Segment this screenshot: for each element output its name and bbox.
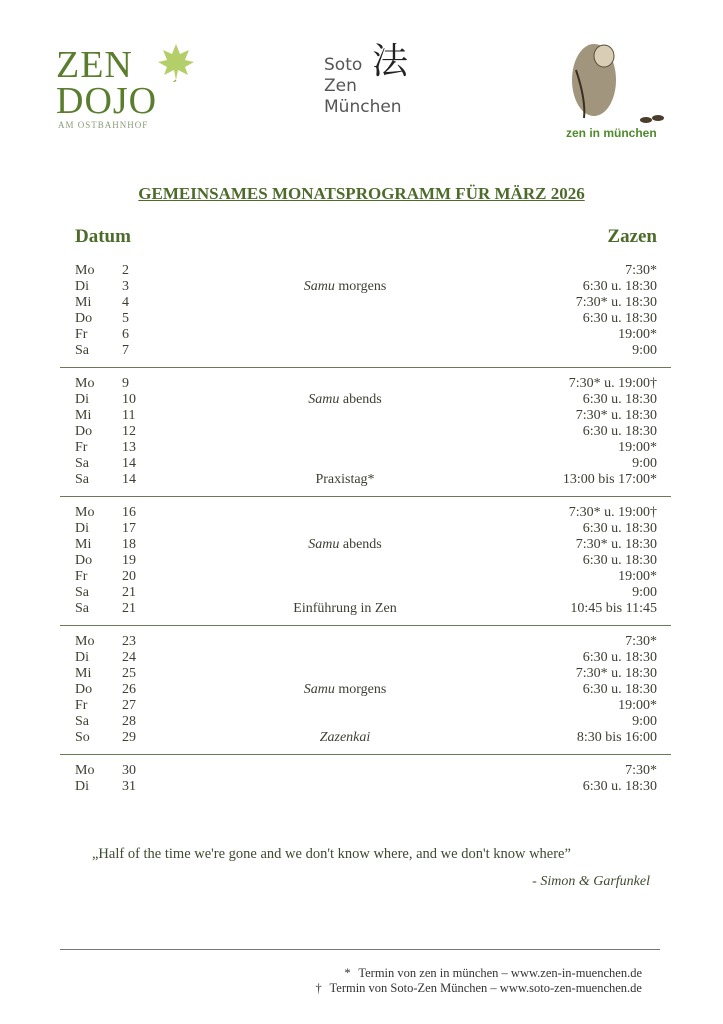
zazen-time: 7:30* bbox=[625, 263, 657, 278]
zazen-time: 19:00* bbox=[618, 569, 657, 584]
event-text: morgens bbox=[334, 279, 387, 294]
monk-drawing-icon bbox=[556, 40, 666, 130]
event-text: morgens bbox=[334, 682, 387, 697]
table-row bbox=[60, 327, 671, 343]
weekday: Fr bbox=[75, 440, 88, 455]
weekday: Fr bbox=[75, 327, 88, 342]
zazen-time: 9:00 bbox=[632, 714, 657, 729]
quote: „Half of the time we're gone and we don't know where, and we don't know where” bbox=[92, 846, 571, 862]
table-row bbox=[60, 408, 671, 424]
table-row bbox=[60, 730, 671, 746]
event-text: Einführung in Zen bbox=[293, 601, 397, 616]
zazen-time: 7:30* u. 19:00† bbox=[568, 376, 657, 391]
logo-text: Soto bbox=[324, 55, 363, 75]
weekday: Do bbox=[75, 424, 93, 439]
event bbox=[245, 472, 445, 488]
day-number: 29 bbox=[122, 730, 136, 745]
table-row bbox=[60, 392, 671, 408]
table-row bbox=[60, 601, 671, 617]
table-row bbox=[60, 714, 671, 730]
schedule-table bbox=[60, 255, 671, 803]
weekday: Mi bbox=[75, 295, 92, 310]
footer-divider bbox=[60, 949, 660, 950]
day-number: 17 bbox=[122, 521, 136, 536]
event-emphasis: Zazenkai bbox=[319, 730, 371, 745]
week-group bbox=[60, 626, 671, 755]
day-number: 3 bbox=[122, 279, 129, 294]
day-number: 14 bbox=[122, 472, 136, 487]
table-row bbox=[60, 343, 671, 359]
table-row bbox=[60, 521, 671, 537]
table-row bbox=[60, 440, 671, 456]
zazen-time: 9:00 bbox=[632, 456, 657, 471]
day-number: 20 bbox=[122, 569, 136, 584]
table-row bbox=[60, 472, 671, 488]
day-number: 14 bbox=[122, 456, 136, 471]
table-row bbox=[60, 537, 671, 553]
week-group bbox=[60, 368, 671, 497]
table-row bbox=[60, 456, 671, 472]
event-emphasis: Samu bbox=[308, 537, 340, 552]
weekday: Di bbox=[75, 779, 89, 794]
zazen-time: 6:30 u. 18:30 bbox=[582, 779, 657, 794]
footnote-mark: * bbox=[344, 966, 351, 980]
weekday: Mi bbox=[75, 666, 92, 681]
weekday: Di bbox=[75, 279, 89, 294]
zazen-time: 9:00 bbox=[632, 343, 657, 358]
event-text: abends bbox=[339, 392, 382, 407]
zazen-time: 6:30 u. 18:30 bbox=[582, 424, 657, 439]
weekday: Mo bbox=[75, 634, 95, 649]
event bbox=[245, 601, 445, 617]
zazen-time: 6:30 u. 18:30 bbox=[582, 521, 657, 536]
kanji-logo: 法 bbox=[372, 41, 409, 82]
event-text: abends bbox=[339, 537, 382, 552]
zazen-time: 7:30* bbox=[625, 634, 657, 649]
table-row bbox=[60, 505, 671, 521]
table-row bbox=[60, 295, 671, 311]
table-row bbox=[60, 779, 671, 795]
table-row bbox=[60, 311, 671, 327]
weekday: Do bbox=[75, 682, 93, 697]
day-number: 5 bbox=[122, 311, 129, 326]
zazen-time: 7:30* u. 18:30 bbox=[575, 408, 657, 423]
zazen-time: 19:00* bbox=[618, 440, 657, 455]
day-number: 11 bbox=[122, 408, 136, 423]
table-row bbox=[60, 279, 671, 295]
zazen-column-header: Zazen bbox=[607, 226, 657, 247]
table-row bbox=[60, 634, 671, 650]
day-number: 24 bbox=[122, 650, 136, 665]
zen-in-muenchen-logo bbox=[556, 40, 676, 140]
weekday: So bbox=[75, 730, 90, 745]
zazen-time: 7:30* u. 18:30 bbox=[575, 666, 657, 681]
day-number: 10 bbox=[122, 392, 136, 407]
zazen-time: 7:30* u. 18:30 bbox=[575, 537, 657, 552]
footnote-mark: † bbox=[315, 981, 322, 995]
logo-text: zen in münchen bbox=[566, 126, 657, 140]
date-column-header: Datum bbox=[75, 226, 131, 247]
day-number: 2 bbox=[122, 263, 129, 278]
event-text: Praxistag* bbox=[315, 472, 375, 487]
day-number: 25 bbox=[122, 666, 136, 681]
zazen-time: 6:30 u. 18:30 bbox=[582, 682, 657, 697]
weekday: Sa bbox=[75, 601, 89, 616]
table-row bbox=[60, 553, 671, 569]
table-row bbox=[60, 650, 671, 666]
zazen-time: 7:30* u. 19:00† bbox=[568, 505, 657, 520]
zazen-time: 8:30 bis 16:00 bbox=[576, 730, 657, 745]
quote-author: - Simon & Garfunkel bbox=[532, 874, 650, 889]
zazen-time: 19:00* bbox=[618, 698, 657, 713]
weekday: Mi bbox=[75, 408, 92, 423]
week-group bbox=[60, 255, 671, 368]
weekday: Mo bbox=[75, 505, 95, 520]
weekday: Do bbox=[75, 311, 93, 326]
logo-text: DOJO bbox=[56, 80, 158, 122]
footnote bbox=[311, 981, 642, 996]
table-row bbox=[60, 666, 671, 682]
footnote-text: Termin von Soto-Zen München – www.soto-zen-muenchen.de bbox=[329, 981, 642, 995]
zazen-time: 7:30* bbox=[625, 763, 657, 778]
logo-text: Zen bbox=[324, 76, 357, 96]
footnote-text: Termin von zen in münchen – www.zen-in-muenchen.de bbox=[358, 966, 642, 980]
table-row bbox=[60, 585, 671, 601]
zazen-time: 9:00 bbox=[632, 585, 657, 600]
zazen-time: 7:30* u. 18:30 bbox=[575, 295, 657, 310]
weekday: Mo bbox=[75, 376, 95, 391]
day-number: 7 bbox=[122, 343, 129, 358]
day-number: 16 bbox=[122, 505, 136, 520]
weekday: Sa bbox=[75, 456, 89, 471]
day-number: 18 bbox=[122, 537, 136, 552]
day-number: 21 bbox=[122, 601, 136, 616]
table-row bbox=[60, 569, 671, 585]
weekday: Sa bbox=[75, 714, 89, 729]
day-number: 19 bbox=[122, 553, 136, 568]
zazen-time: 19:00* bbox=[618, 327, 657, 342]
event-emphasis: Samu bbox=[308, 392, 340, 407]
day-number: 6 bbox=[122, 327, 129, 342]
zen-dojo-logo bbox=[56, 42, 206, 132]
table-row bbox=[60, 263, 671, 279]
soto-zen-logo bbox=[324, 41, 434, 125]
table-row bbox=[60, 682, 671, 698]
weekday: Di bbox=[75, 650, 89, 665]
event-emphasis: Samu bbox=[303, 682, 335, 697]
event bbox=[245, 730, 445, 746]
maple-leaf-icon bbox=[156, 42, 196, 82]
weekday: Mo bbox=[75, 763, 95, 778]
zazen-time: 6:30 u. 18:30 bbox=[582, 392, 657, 407]
day-number: 26 bbox=[122, 682, 136, 697]
day-number: 9 bbox=[122, 376, 129, 391]
page-title: GEMEINSAMES MONATSPROGRAMM FÜR MÄRZ 2026 bbox=[138, 184, 585, 203]
table-row bbox=[60, 763, 671, 779]
day-number: 12 bbox=[122, 424, 136, 439]
weekday: Fr bbox=[75, 698, 88, 713]
day-number: 21 bbox=[122, 585, 136, 600]
event bbox=[245, 682, 445, 698]
event-emphasis: Samu bbox=[303, 279, 335, 294]
zazen-time: 13:00 bis 17:00* bbox=[562, 472, 657, 487]
day-number: 30 bbox=[122, 763, 136, 778]
table-row bbox=[60, 698, 671, 714]
weekday: Mo bbox=[75, 263, 95, 278]
weekday: Mi bbox=[75, 537, 92, 552]
logo-text: München bbox=[324, 97, 402, 117]
logo-text: ZEN bbox=[56, 44, 133, 86]
weekday: Di bbox=[75, 392, 89, 407]
weekday: Fr bbox=[75, 569, 88, 584]
weekday: Do bbox=[75, 553, 93, 568]
day-number: 23 bbox=[122, 634, 136, 649]
zazen-time: 6:30 u. 18:30 bbox=[582, 279, 657, 294]
zazen-time: 6:30 u. 18:30 bbox=[582, 553, 657, 568]
week-group bbox=[60, 755, 671, 803]
weekday: Sa bbox=[75, 585, 89, 600]
day-number: 28 bbox=[122, 714, 136, 729]
day-number: 27 bbox=[122, 698, 136, 713]
logo-subtext: AM OSTBAHNHOF bbox=[58, 120, 149, 130]
zazen-time: 6:30 u. 18:30 bbox=[582, 311, 657, 326]
day-number: 13 bbox=[122, 440, 136, 455]
event bbox=[245, 279, 445, 295]
table-row bbox=[60, 424, 671, 440]
week-group bbox=[60, 497, 671, 626]
event bbox=[245, 392, 445, 408]
footnote bbox=[339, 966, 642, 981]
weekday: Sa bbox=[75, 472, 89, 487]
weekday: Sa bbox=[75, 343, 89, 358]
weekday: Di bbox=[75, 521, 89, 536]
event bbox=[245, 537, 445, 553]
zazen-time: 6:30 u. 18:30 bbox=[582, 650, 657, 665]
day-number: 31 bbox=[122, 779, 136, 794]
day-number: 4 bbox=[122, 295, 129, 310]
zazen-time: 10:45 bis 11:45 bbox=[570, 601, 657, 616]
table-row bbox=[60, 376, 671, 392]
